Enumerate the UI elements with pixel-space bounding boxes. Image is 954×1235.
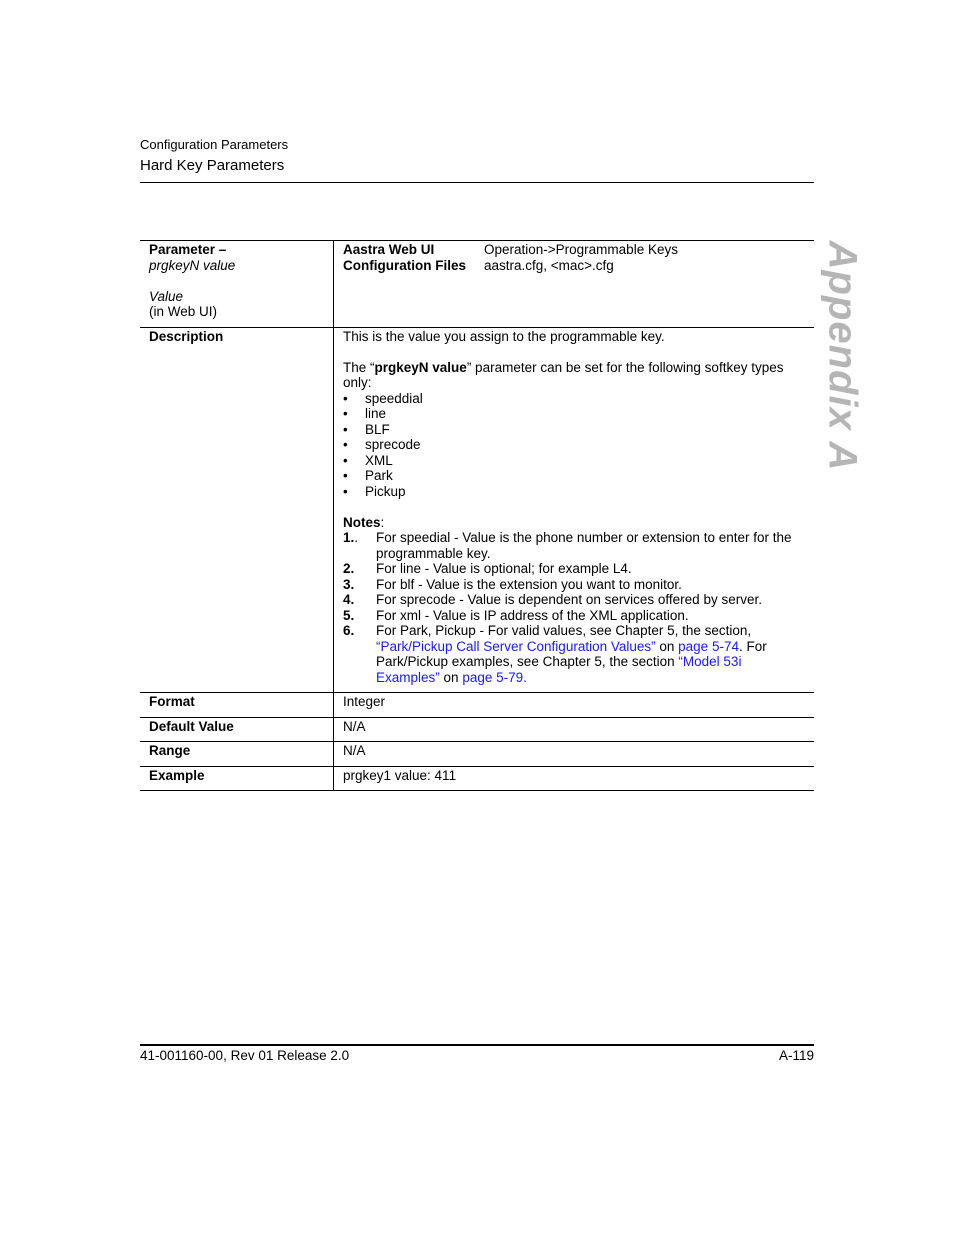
parameter-row xyxy=(140,241,814,328)
note-item: 5. For xml - Value is IP address of the XML application. xyxy=(343,607,689,623)
appendix-side-tab xyxy=(820,240,865,471)
description-intro: This is the value you assign to the programmable key. xyxy=(343,328,665,344)
list-item: • line xyxy=(343,406,808,422)
format-label: Format xyxy=(140,693,334,718)
description-label: Description xyxy=(140,327,334,693)
config-files-label: Configuration Files xyxy=(343,257,466,273)
parameter-web-name: Value xyxy=(149,288,184,304)
list-item: • sprecode xyxy=(343,437,808,453)
note-item: 6. For Park, Pickup - For valid values, see Chapter 5, the section, “Park/Pickup Call Server Configuration Values” on page 5-74. For Park/Pickup examples, see Chapter 5, the section “Model 53i Examples” on page 5-79. xyxy=(343,623,767,685)
list-item: • XML xyxy=(343,453,808,469)
example-label: Example xyxy=(140,766,334,791)
appendix-side-tab-label: Appendix A xyxy=(820,240,865,471)
default-value-label: Default Value xyxy=(140,717,334,742)
default-value-value: N/A xyxy=(334,717,815,742)
parameter-location-cell xyxy=(334,241,815,328)
parameter-name-cell xyxy=(140,241,334,328)
example-row xyxy=(140,766,814,791)
notes-list xyxy=(343,530,808,685)
parameter-label: Parameter – xyxy=(149,242,227,257)
parameter-web-note: (in Web UI) xyxy=(149,304,218,319)
range-label: Range xyxy=(140,742,334,767)
running-header-subsection: Hard Key Parameters xyxy=(140,157,285,174)
description-cell xyxy=(334,327,815,693)
web-ui-label: Aastra Web UI xyxy=(343,242,435,257)
header-divider xyxy=(140,182,814,183)
parameter-config-name: prgkeyN value xyxy=(149,257,236,273)
example-value: prgkey1 value: 411 xyxy=(334,766,815,791)
park-pickup-values-link[interactable]: “Park/Pickup Call Server Configuration Values” xyxy=(376,638,656,654)
range-value: N/A xyxy=(334,742,815,767)
format-value: Integer xyxy=(334,693,815,718)
parameter-table xyxy=(140,240,814,791)
list-item: • speeddial xyxy=(343,391,808,407)
note-item: 4. For sprecode - Value is dependent on services offered by server. xyxy=(343,592,762,607)
page-5-74-link[interactable]: page 5-74 xyxy=(678,638,739,654)
config-files-value: aastra.cfg, <mac>.cfg xyxy=(484,257,614,273)
model-53i-examples-link[interactable]: “Model 53i Examples” xyxy=(376,654,742,685)
list-item: • BLF xyxy=(343,422,808,438)
description-softkey-sentence: The “prgkeyN value” parameter can be set for the following softkey types only: xyxy=(343,359,784,390)
default-value-row xyxy=(140,717,814,742)
footer-doc-id: 41-001160-00, Rev 01 Release 2.0 xyxy=(140,1048,350,1063)
web-ui-value: Operation->Programmable Keys xyxy=(484,242,678,257)
note-item: 2. For line - Value is optional; for example L4. xyxy=(343,561,632,576)
range-row xyxy=(140,742,814,767)
format-row xyxy=(140,693,814,718)
footer-divider xyxy=(140,1044,814,1046)
list-item: • Pickup xyxy=(343,484,808,500)
running-header-section: Configuration Parameters xyxy=(140,137,289,152)
list-item: • Park xyxy=(343,468,808,484)
note-item: 3. For blf - Value is the extension you want to monitor. xyxy=(343,576,682,592)
softkey-type-list xyxy=(343,391,808,500)
description-row xyxy=(140,327,814,693)
note-item: 1.. For speedial - Value is the phone number or extension to enter for the programmable key. xyxy=(343,530,792,561)
footer-page-number: A-119 xyxy=(778,1048,814,1063)
notes-heading: Notes: xyxy=(343,514,385,530)
page-5-79-link[interactable]: page 5-79. xyxy=(462,669,527,685)
